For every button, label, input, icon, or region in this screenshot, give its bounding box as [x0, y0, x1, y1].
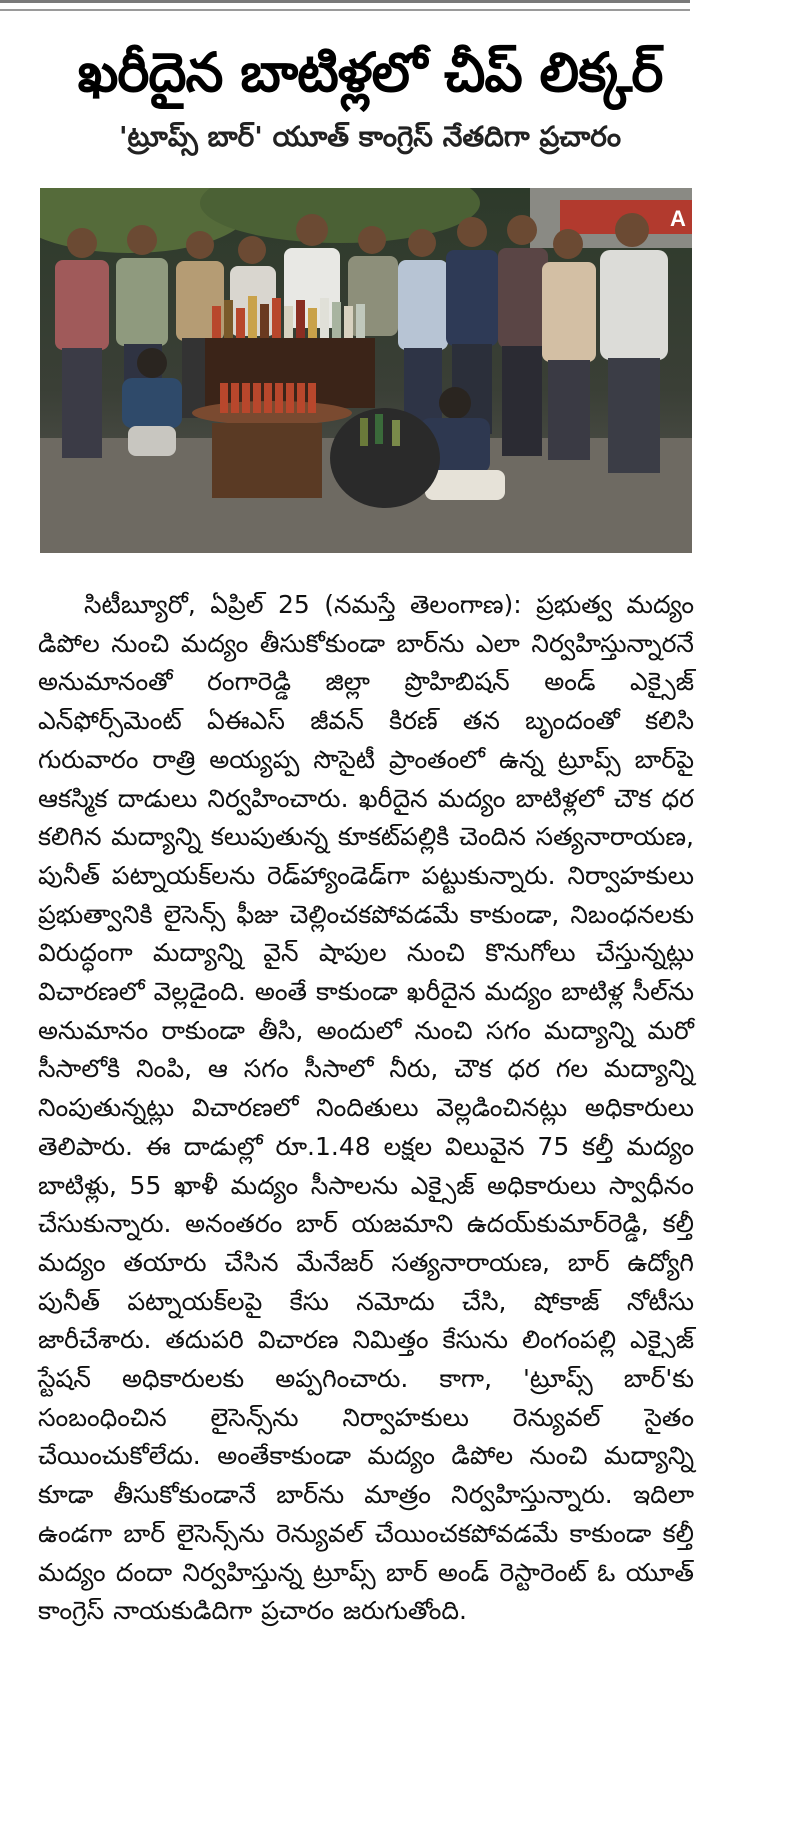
front-table-base [212, 423, 322, 498]
subheadline: 'ట్రూప్స్‌ బార్‌' యూత్‌ కాంగ్రెస్‌ నేతదిగా ప్రచారం [118, 120, 622, 153]
person [498, 215, 548, 456]
person [600, 213, 668, 473]
top-rule-thin [0, 9, 690, 11]
bottle [360, 418, 368, 446]
headline: ఖరీదైన బాటిళ్లలో చీప్‌ లిక్కర్‌ [77, 41, 663, 104]
article-paragraph: సిటీబ్యూరో, ఏప్రిల్‌ 25 (నమస్తే తెలంగాణ): ప్రభుత్వ మద్యం డిపోల నుంచి మద్యం తీసుకోకుండా బార్‌ను ఎలా నిర్వహిస్తున్నారనే అనుమానంతో రంగారెడ్డి జిల్లా ప్రొహిబిషన్‌ అండ్‌ ఎక్సైజ్‌ ఎన్‌ఫోర్స్‌మెంట్‌ ఏఈఎస్‌ జీవన్‌ కిరణ్‌ తన బృందంతో కలిసి గురువారం రాత్రి అయ్యప్ప సొసైటీ ప్రాంతంలో ఉన్న ట్రూప్స్‌ బార్‌పై ఆకస్మిక దాడులు నిర్వహించారు. ఖరీదైన మద్యం బాటిళ్లలో చౌక ధర కలిగిన మద్యాన్ని కలుపుతున్న కూకట్‌పల్లికి చెందిన సత్యనారాయణ, పునీత్‌ పట్నాయక్‌లను రెడ్‌హ్యాండెడ్‌గా పట్టుకున్నారు. నిర్వాహకులు ప్రభుత్వానికి లైసెన్స్‌ ఫీజు చెల్లించకపోవడమే కాకుండా, నిబంధనలకు విరుద్ధంగా మద్యాన్ని వైన్‌ షాపుల నుంచి కొనుగోలు చేస్తున్నట్లు విచారణలో వెల్లడైంది. అంతే కాకుండా ఖరీదైన మద్యం బాటిళ్ల సీల్‌ను అనుమానం రాకుండా తీసి, అందులో నుంచి సగం మద్యాన్ని మరో సీసాలోకి నింపి, ఆ సగం సీసాలో నీరు, చౌక ధర గల మద్యాన్ని నింపుతున్నట్లు విచారణలో నిందితులు వెల్లడించినట్లు అధికారులు తెలిపారు. ఈ దాడుల్లో రూ.1.48 లక్షల విలువైన 75 కల్తీ మద్యం బాటిళ్లు, 55 ఖాళీ మద్యం సీసాలను ఎక్సైజ్‌ అధికారులు స్వాధీనం చేసుకున్నారు. అనంతరం బార్‌ యజమాని ఉదయ్‌కుమార్‌రెడ్డి, కల్తీ మద్యం తయారు చేసిన మేనేజర్‌ సత్యనారాయణ, బార్‌ ఉద్యోగి పునీత్‌ పట్నాయక్‌లపై కేసు నమోదు చేసి, షోకాజ్‌ నోటీసు జారీచేశారు. తదుపరి విచారణ నిమిత్తం కేసును లింగంపల్లి ఎక్సైజ్‌ స్టేషన్‌ అధికారులకు అప్పగించారు. కాగా, 'ట్రూప్స్‌ బార్‌'కు సంబంధించిన లైసెన్స్‌ను నిర్వాహకులు రెన్యువల్‌ సైతం చేయించుకోలేదు. అంతేకాకుండా మద్యం డిపోల నుంచి మద్యాన్ని కూడా తీసుకోకుండానే బార్‌ను మాత్రం నిర్వహిస్తున్నారు. ఇదిలా ఉండగా బార్‌ లైసెన్స్‌ను రెన్యువల్‌ చేయించకపోవడమే కాకుండా కల్తీ మద్యం దందా నిర్వహిస్తున్న ట్రూప్స్‌ బార్‌ అండ్‌ రెస్టారెంట్‌ ఓ యూత్‌ కాంగ్రెస్‌ నాయకుడిదిగా ప్రచారం జరుగుతోంది. [38, 590, 694, 1626]
shop-sign-letter: A [670, 206, 686, 231]
article-body [38, 586, 694, 1631]
bottle [392, 420, 400, 446]
person [542, 229, 596, 460]
photo-illustration [40, 188, 692, 553]
bottle [375, 414, 383, 444]
bottle-row-front [220, 383, 316, 413]
top-rule [0, 0, 690, 3]
news-photo [40, 188, 692, 553]
bag-of-bottles [330, 408, 440, 508]
person [55, 228, 109, 458]
